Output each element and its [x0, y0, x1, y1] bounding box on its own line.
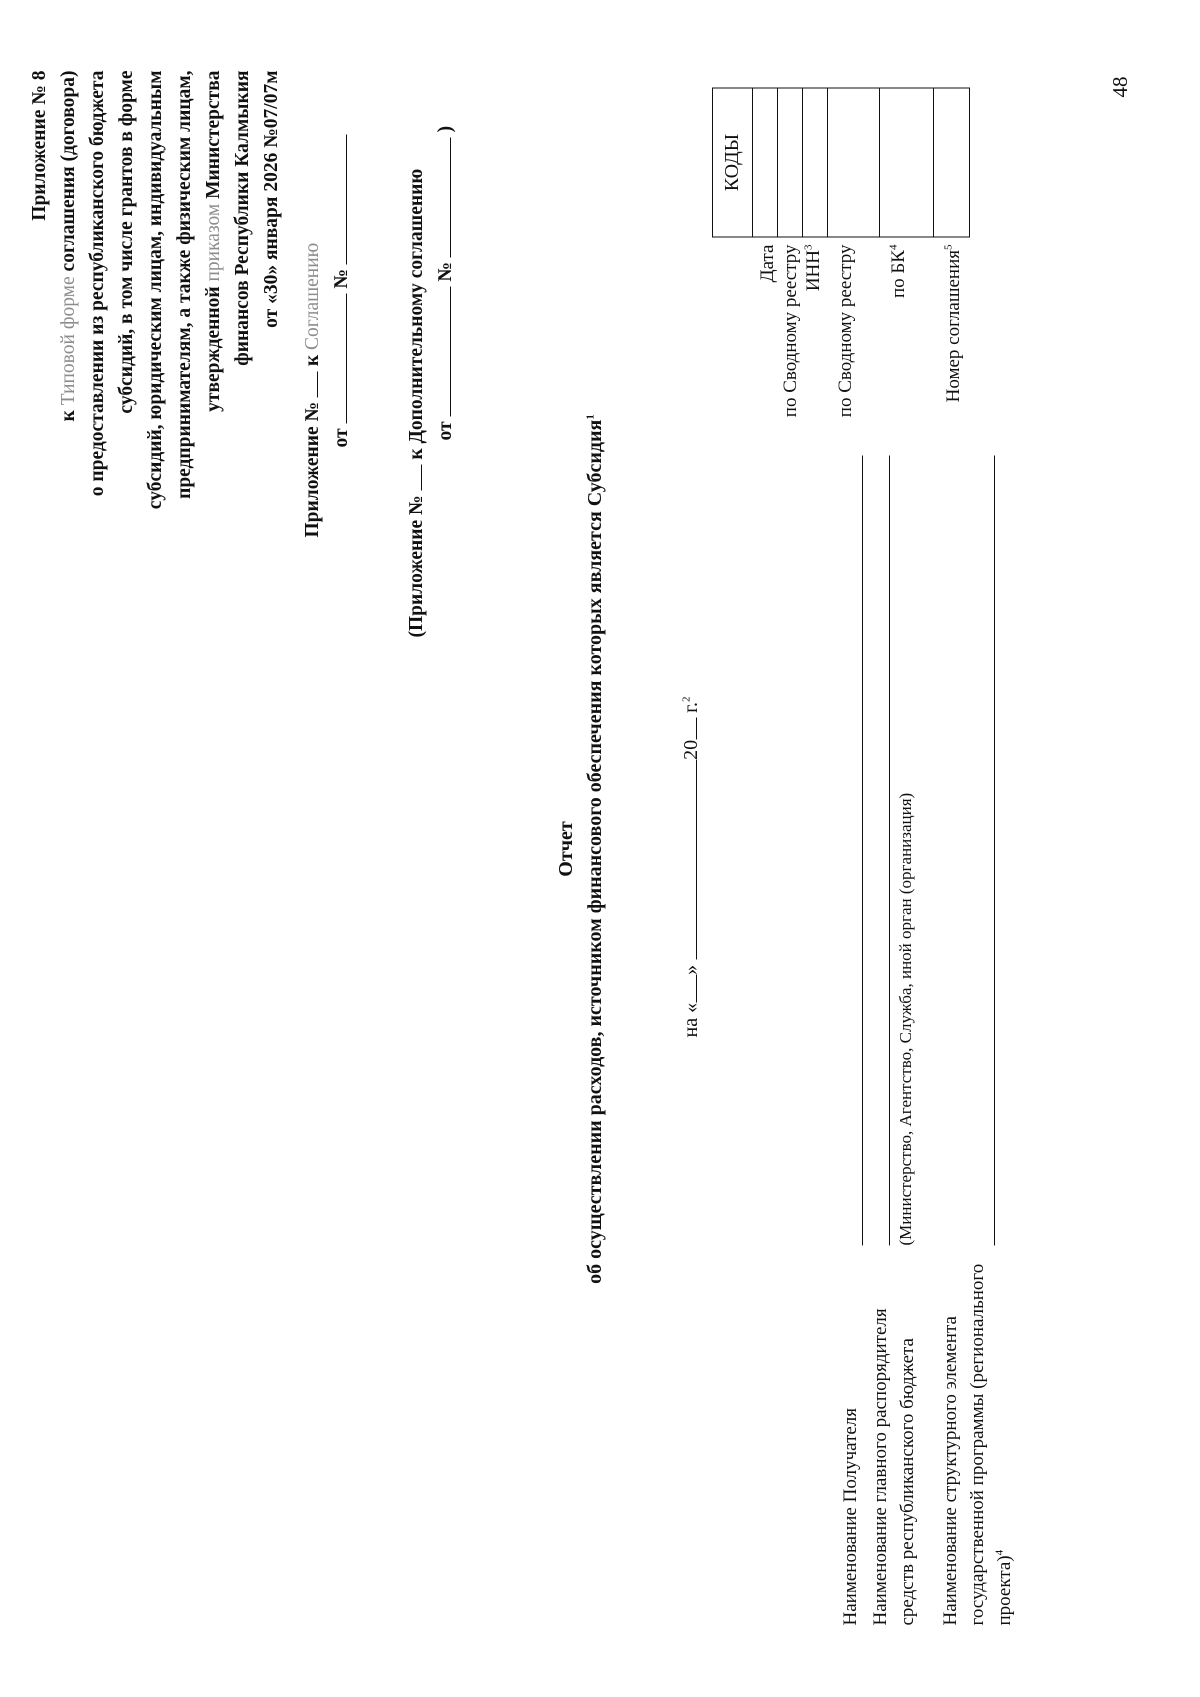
codes-table — [712, 87, 970, 237]
agreement-number-code-cell[interactable] — [934, 88, 970, 237]
bk-code-cell[interactable] — [880, 88, 934, 237]
additional-number-blank — [434, 137, 451, 257]
inn-code-cell[interactable] — [803, 88, 828, 237]
manager-hint-line — [889, 455, 890, 1245]
bk-code-label: по $БК^4$ — [887, 244, 909, 298]
inn-code-label: ИНН$^3$ — [802, 244, 824, 291]
date-code-label: Дата — [757, 244, 778, 282]
agreement-date-blank — [330, 293, 347, 423]
manager-field-line[interactable] — [862, 455, 863, 1245]
additional-appendix-number-blank — [405, 464, 422, 490]
template-form-link[interactable]: Типовой форме — [58, 275, 79, 405]
report-month-blank — [680, 759, 697, 959]
order-link[interactable]: приказом — [203, 203, 224, 281]
appendix-agreement: Приложение № к Соглашению от № — [298, 0, 356, 537]
agreement-number-code-label: Номер соглашения$^5$ — [942, 244, 964, 402]
report-year-blank — [680, 717, 697, 739]
registry-code-label-2: по Сводному реестру — [835, 244, 856, 417]
report-date-line: на «» 20 г.$^2$ — [680, 695, 702, 1037]
page-number: 48 — [1108, 76, 1132, 97]
agreement-number-blank — [330, 134, 347, 264]
appendix-title: Приложение № 8 — [29, 70, 50, 221]
report-day-blank — [680, 974, 697, 1002]
agreement-appendix-number-blank — [301, 371, 318, 397]
structural-element-label: Наименование структурного элемента государственной программы (регионального проекта)$^4$ — [940, 1263, 1015, 1625]
appendix-header: Приложение № 8 к Типовой форме соглашения (договора) о предоставлении из республиканского бюджета субсидий, в том числе грантов в форме субсидий, юридическим лицам, индивидуальным предпринимателям, а также физическим лицам, утвержденной приказом Министерства финансов Республики Калмыкия от «30» января 2026 №07/07м — [25, 70, 286, 970]
manager-hint: (Министерство, Агентство, Служба, иной орган (организация) — [896, 792, 915, 1245]
registry-code-cell-2[interactable] — [828, 88, 880, 237]
appendix-additional: (Приложение № к Дополнительному соглашению от № ) — [406, 125, 456, 637]
registry-code-cell-1[interactable] — [778, 88, 803, 237]
date-code-cell[interactable] — [753, 88, 778, 237]
manager-label: Наименование главного распорядителя средств республиканского бюджета — [870, 1307, 918, 1625]
codes-header: КОДЫ — [713, 88, 753, 237]
report-title: Отчет — [555, 820, 577, 877]
agreement-link[interactable]: Соглашению — [302, 242, 323, 350]
recipient-label: Наименование Получателя — [840, 1407, 861, 1625]
report-subtitle: об осуществлении расходов, источником финансового обеспечения которых является Субсидия$^1$ — [584, 413, 606, 1284]
structural-element-field-line[interactable] — [994, 455, 995, 1245]
additional-date-blank — [434, 286, 451, 416]
registry-code-label-1: по Сводному реестру — [780, 244, 801, 417]
